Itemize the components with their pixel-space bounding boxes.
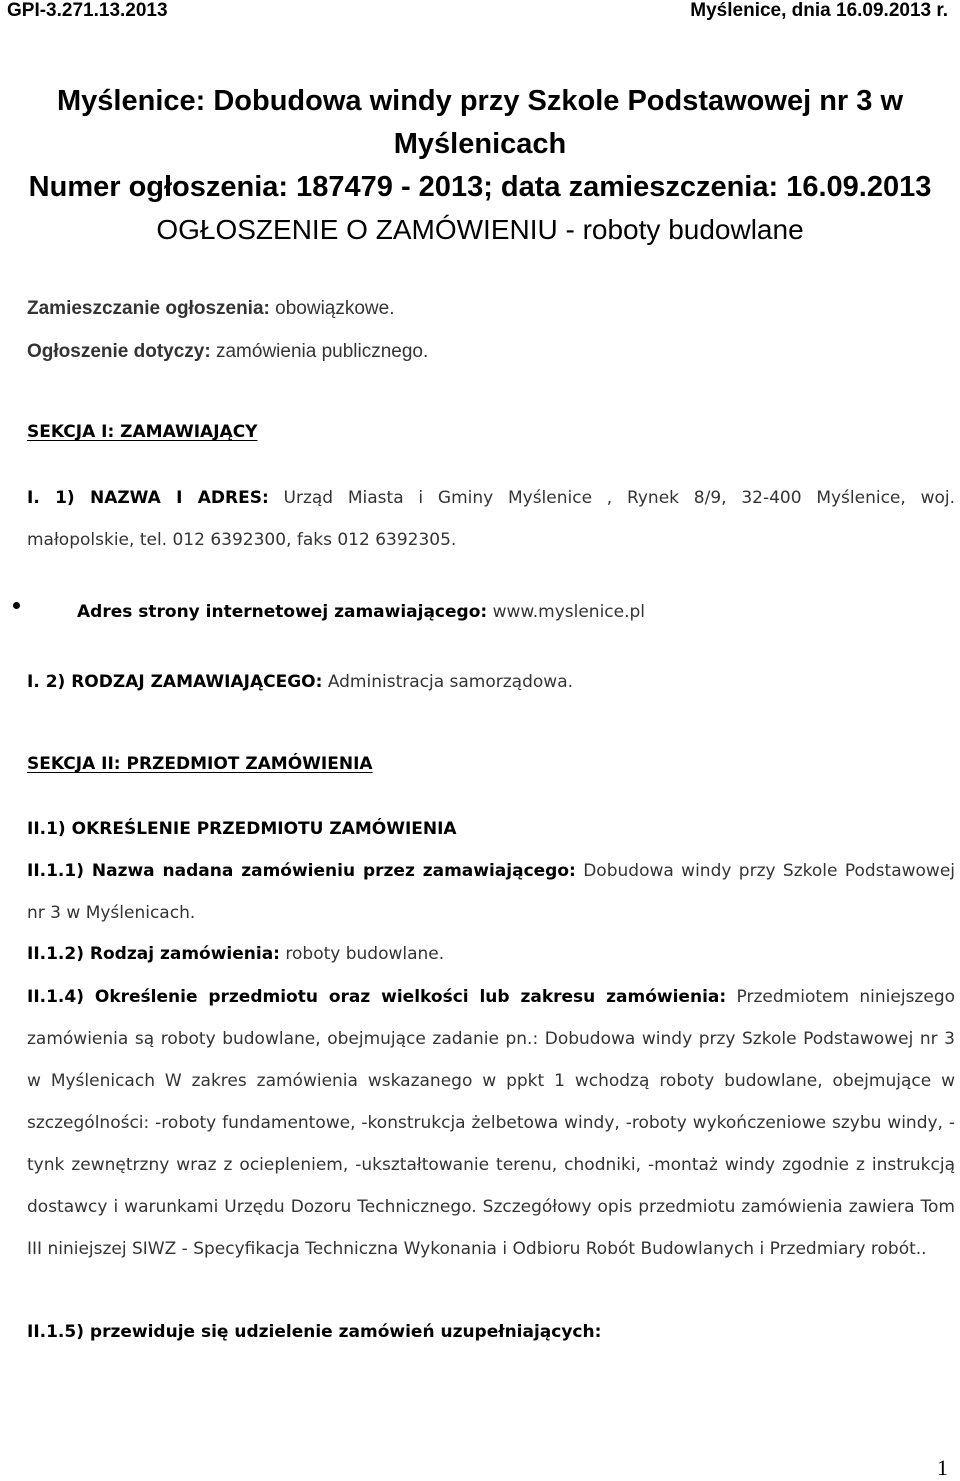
placement-value: obowiązkowe. <box>275 298 395 319</box>
website-label: Adres strony internetowej zamawiającego: <box>77 602 488 622</box>
notice-title-line-2: Myślenicach <box>393 128 567 160</box>
name-address-value: Urząd Miasta i Gminy Myślenice , Rynek 8/9, 32-400 Myślenice, woj. <box>283 488 956 508</box>
page-number: 1 <box>937 1455 948 1480</box>
placement-label: Zamieszczanie ogłoszenia: <box>27 298 270 319</box>
subject-scope-value: Przedmiotem niniejszego zamówienia są roboty budowlane, obejmujące zadanie pn.: Dobudowa windy przy Szkole Podstawowej nr 3 w Myślenicach W zakres zamówienia wskazanego w ppkt 1 wchodzą roboty budowlane, obejmujące w szczególności: -roboty fundamentowe, -konstrukcja żelbetowa windy, -roboty wykończeniowe szybu windy, -tynk zewnętrzny wraz z ociepleniem, -ukształtowanie terenu, chodniki, -montaż windy zgodnie z instrukcją dostawcy i warunkami Urzędu Dozoru Technicznego. Szczegółowy opis przedmiotu zamówienia zawiera Tom III niniejszej SIWZ - Specyfikacja Techniczna Wykonania i Odbioru Robót Budowlanych i Przedmiary robót.. <box>27 987 956 1259</box>
authority-type-value: Administracja samorządowa. <box>327 672 574 692</box>
concerns-label: Ogłoszenie dotyczy: <box>27 341 211 362</box>
notice-title-line-1: Myślenice: Dobudowa windy przy Szkole Podstawowej nr 3 w <box>57 85 903 117</box>
contract-name-label: II.1.1) Nazwa nadana zamówieniu przez zamawiającego: <box>27 861 576 881</box>
contracting-authority-address-line-2: małopolskie, tel. 012 6392300, faks 012 6392305. <box>27 530 457 550</box>
concerns-row <box>27 341 428 363</box>
notice-number-line: Numer ogłoszenia: 187479 - 2013; data zamieszczenia: 16.09.2013 <box>28 171 932 203</box>
contract-name-paragraph <box>27 850 955 934</box>
section-2-heading: SEKCJA II: PRZEDMIOT ZAMÓWIENIA <box>27 754 373 774</box>
notice-type-line: OGŁOSZENIE O ZAMÓWIENIU - roboty budowlane <box>156 214 804 245</box>
website-value: www.myslenice.pl <box>492 602 646 622</box>
concerns-value: zamówienia publicznego. <box>215 341 429 362</box>
contract-kind-label: II.1.2) Rodzaj zamówienia: <box>27 944 280 964</box>
authority-type-row <box>27 672 573 692</box>
reference-number: GPI-3.271.13.2013 <box>7 0 168 21</box>
bullet-icon <box>13 602 20 609</box>
authority-type-label: I. 2) RODZAJ ZAMAWIAJĄCEGO: <box>27 672 323 692</box>
name-address-label: I. 1) NAZWA I ADRES: <box>27 488 269 508</box>
website-row <box>77 602 645 622</box>
contract-kind-row <box>27 944 444 964</box>
subject-scope-paragraph <box>27 976 955 1270</box>
supplementary-contracts-heading: II.1.5) przewiduje się udzielenie zamówień uzupełniających: <box>27 1322 602 1342</box>
contract-kind-value: roboty budowlane. <box>285 944 445 964</box>
subject-definition-heading: II.1) OKREŚLENIE PRZEDMIOTU ZAMÓWIENIA <box>27 819 457 839</box>
contracting-authority-address-line-1 <box>27 488 955 508</box>
section-1-heading: SEKCJA I: ZAMAWIAJĄCY <box>27 422 258 442</box>
contract-name-value: Dobudowa windy przy Szkole Podstawowej nr 3 w Myślenicach. <box>27 861 956 923</box>
placement-row <box>27 298 394 320</box>
place-and-date: Myślenice, dnia 16.09.2013 r. <box>690 0 948 21</box>
subject-scope-label: II.1.4) Określenie przedmiotu oraz wielkości lub zakresu zamówienia: <box>27 987 727 1007</box>
